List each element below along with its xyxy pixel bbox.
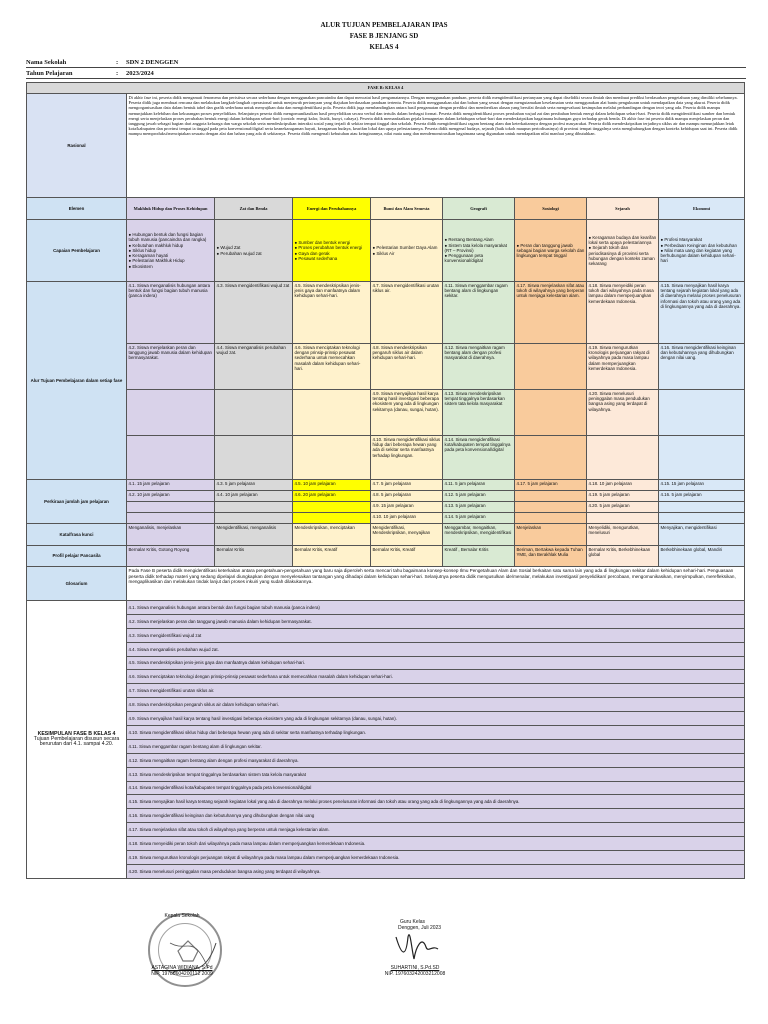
jam-cell: 4.10. 10 jam pelajaran (371, 513, 443, 524)
atp-cell: 4.3. Siswa mengidentifikasi wujud zat (215, 282, 293, 344)
kesimpulan-item: 4.14. Siswa mengidentifikasi kota/kabupaten tempat tinggalnya pada peta konvensional/digital (127, 781, 745, 795)
atp-cell: 4.14. Siswa mengidentifikasi kota/kabupaten tempat tinggalnya pada peta konvensional/digital (443, 436, 515, 480)
capaian-cell-5: ● Rentang Bentang Alam ● Sistem tata kelola masyarakat (RT – Provinsi) ● Penggunaan peta konvensional/digital (443, 220, 515, 282)
jam-cell (587, 513, 659, 524)
signature-block (0, 913, 768, 1020)
kesimpulan-row (27, 795, 745, 809)
jam-cell (515, 491, 587, 502)
kesimpulan-item: 4.17. Siswa menjelaskan sifat atau tokoh di wilayahnya yang berperan untuk menjaga kelestarian alam. (127, 823, 745, 837)
right-signature-icon (392, 927, 442, 963)
elemen-row (27, 198, 745, 220)
kesimpulan-item: 4.3. Siswa mengidentifikasi wujud zat (127, 628, 745, 642)
capaian-cell-6: ● Peran dan tanggung jawab sebagai bagian warga sekolah dan lingkungan tempat tinggal (515, 220, 587, 282)
atp-table (26, 82, 745, 879)
profil-cell: Bernalar Kritis, Kreatif (371, 546, 443, 567)
profil-cell: Berkebhinekaan global, Mandiri (659, 546, 745, 567)
jam-cell: 4.11. 5 jam pelajaran (443, 480, 515, 491)
kata-cell: Menggambar, mengaitkan, mendeskripsikan, mengidentifikasi (443, 524, 515, 546)
elemen-col-8: Ekonomi (659, 198, 745, 220)
jam-cell: 4.13. 5 jam pelajaran (443, 502, 515, 513)
kata-cell: Mengidentifikasi, Mendeskripsikan, menyajikan (371, 524, 443, 546)
atp-cell: 4.15. Siswa menyajikan hasil karya tentang sejarah kegiatan lokal yang ada di daerahnya melalui proses penelusuran informasi dan tokoh atau orang yang ada di lingkungannya yang ada di daerahnya. (659, 282, 745, 344)
jam-cell (515, 513, 587, 524)
atp-cell: 4.5. Siswa mendeskripsikan jenis-jenis gaya dan manfaatnya dalam kehidupan sehari-hari. (293, 282, 371, 344)
kesimpulan-row (27, 739, 745, 753)
atp-row-4 (27, 436, 745, 480)
jam-cell: 4.14. 5 jam pelajaran (443, 513, 515, 524)
kata-cell: Menganalisis, menjelaskan (127, 524, 215, 546)
elemen-label: Elemen (27, 198, 127, 220)
atp-cell: 4.7. Siswa mengidentifikasi urutan siklus air. (371, 282, 443, 344)
kesimpulan-row (27, 864, 745, 878)
jam-cell (215, 502, 293, 513)
jam-cell: 4.19. 5 jam pelajaran (587, 491, 659, 502)
profil-row (27, 546, 745, 567)
profil-cell: Bernalar Kritis, Berkebhinekaan global (587, 546, 659, 567)
capaian-label: Capaian Pembelajaran (27, 220, 127, 282)
jam-row-3 (27, 502, 745, 513)
elemen-col-3: Energi dan Perubahannya (293, 198, 371, 220)
left-signer-nip: NIP. 19780604200112 2009 (151, 971, 213, 977)
school-stamp (148, 913, 228, 993)
kesimpulan-item: 4.4. Siswa menganalisis perubahan wujud zat. (127, 642, 745, 656)
jam-cell: 4.7. 5 jam pelajaran (371, 480, 443, 491)
glosarium-text: Pada Fase B peserta didik mengidentifikasi keterkaitan antara pengetahuan-pengetahuan yang baru saja diperoleh serta mencari tahu bagaimana konsep-konsep Ilmu Pengetahuan Alam dan Sosial berkaitan satu sama lain yang ada di lingkungan sekitar dalam kehidupan sehari-hari. Penguasaan peserta didik terhadap materi yang sedang dipelajari diungkapkan dengan menyelesaikan tantangan yang dihadapi dalam kehidupan sehari-hari. Selanjutnya peserta didik mengusulkan ide/menalar, melakukan investigasi/ penyelidikan/ percobaan, mengomunikasikan, menyimpulkan, merefleksikan, mengaplikasikan dan melakukan tindak lanjut dari proses inkuiri yang sudah dilakukannya. (127, 567, 745, 601)
atp-cell (215, 436, 293, 480)
kesimpulan-row (27, 837, 745, 851)
kesimpulan-item: 4.18. Siswa menyeidiki peran tokoh dari wilayahnya pada masa lampau dalam memperjuangkan kemerdekaan Indonesia. (127, 837, 745, 851)
jam-cell: 4.18. 10 jam pelajaran (587, 480, 659, 491)
jam-cell (293, 513, 371, 524)
kesimpulan-row (27, 726, 745, 740)
document-title: ALUR TUJUAN PEMBELAJARAN IPAS (320, 21, 448, 29)
kesimpulan-item: 4.1. Siswa menganalisis hubungan antara bentuk dan fungsi bagian tubuh manusia (panca indera) (127, 601, 745, 615)
jam-cell: 4.20. 5 jam pelajaran (587, 502, 659, 513)
kata-cell: Mendeskripsikan, menciptakan (293, 524, 371, 546)
kesimpulan-row (27, 823, 745, 837)
rasional-label: Rasional (27, 94, 127, 198)
profil-cell: Beriman, Bertakwa kepada Tuhan YME, dan Berakhlak Mulia (515, 546, 587, 567)
profil-cell: Bernalar Kritis, Kreatif (293, 546, 371, 567)
atp-row-2 (27, 344, 745, 390)
left-signer-name: ASTAGINA WIDIANA, S.Pd (151, 965, 213, 971)
capaian-cell-4: ● Pelestarian Sumber Daya Alam ● Siklus Air (371, 220, 443, 282)
atp-cell: 4.2. Siswa menjelaskan peran dan tanggung jawab manusia dalam kehidupan bermasyarakat. (127, 344, 215, 390)
school-year-colon: : (116, 69, 119, 77)
glosarium-row (27, 567, 745, 601)
kata-cell: Menyajikan, mengidentifikasi (659, 524, 745, 546)
jam-cell (127, 513, 215, 524)
jam-label: Perkiraan jumlah jam pelajaran (27, 480, 127, 524)
atp-cell: 4.13. Siswa mendeskripsikan tempat tinggalnya berdasarkan sistem tata kelola masyarakat (443, 390, 515, 436)
kesimpulan-item: 4.9. Siswa menyajikan hasil karya tentang hasil investigasi beberapa ekosistem yang ada di lingkungan sekitarnya (danau, sungai, hutan). (127, 712, 745, 726)
document-header (0, 20, 768, 53)
atp-cell (293, 436, 371, 480)
kesimpulan-row (27, 698, 745, 712)
atp-row-1 (27, 282, 745, 344)
kesimpulan-row (27, 614, 745, 628)
kesimpulan-title: KESIMPULAN FASE B KELAS 4 (37, 730, 116, 737)
atp-cell (515, 390, 587, 436)
jam-cell (515, 502, 587, 513)
school-year-label: Tahun Pelajaran (26, 69, 73, 77)
jam-row-1 (27, 480, 745, 491)
right-signer-title: Guru Kelas (400, 919, 426, 925)
kesimpulan-row (27, 684, 745, 698)
phase-header-row (27, 83, 745, 94)
phase-header: FASE B: KELAS 4 (27, 83, 745, 94)
jam-cell: 4.1. 15 jam pelajaran (127, 480, 215, 491)
jam-cell: 4.2. 10 jam pelajaran (127, 491, 215, 502)
capaian-cell-2: ● Wujud Zat ● Perubahan wujud zat (215, 220, 293, 282)
jam-cell (127, 502, 215, 513)
profil-cell: Kreatif , Bernalar Kritis (443, 546, 515, 567)
kesimpulan-row (27, 670, 745, 684)
jam-cell: 4.9. 15 jam pelajaran (371, 502, 443, 513)
rasional-text: Di akhir fase ini, peserta didik mengamati fenomena dan peristiwa secara sederhana dengan menggunakan pancaindra dan dapat mencatat hasil pengamatannya. Dengan menggunakan panduan, peserta didik mengidentifikasi pertanyaan yang dapat diselidiki secara ilmiah dan membuat prediksi berdasarkan pengetahuan yang dimiliki sebelumnya. Peserta didik juga membuat rencana dan melakukan langkah-langkah operasional untuk menjawab pertanyaan yang diajukan berdasarkan panduan tertentu. Peserta didik menggunakan alat dan bahan yang sesuai dengan mengutamakan keselamatan serta menggunakan alat bantu pengukuran untuk mendapatkan data yang akurat. Peserta didik mengorganisasikan data dalam bentuk tabel dan grafik sederhana untuk menyajikan data dan mengidentifikasi pola. Peserta didik juga membandingkan antara hasil pengamatan dengan prediksi dan memberikan alasan yang bersifat ilmiah serta mengevaluasi kesimpulan melalui perbandingan dengan teori yang ada. Peserta didik mampu menunjukkan kelebihan dan kekurangan proses penyelidikan. Selanjutnya peserta didik mengomunikasikan hasil penyelidikan secara verbal dan tertulis dalam berbagai format. Peserta didik mengidentifikasi proses perubahan wujud zat dan perubahan bentuk energi dalam kehidupan sehari-hari. Peserta didik mengidentifikasi sumber dan bentuk energi serta menjelaskan proses perubahan bentuk energi dalam kehidupan sehari-hari (contoh: energi kalor, listrik, bunyi, cahaya). Peserta didik memanfaatkan gejala kemagnetan dalam kehidupan sehari-hari dan mendeskripsikan bagaimana hubungan gaya terhadap gerak benda. Di akhir fase ini peserta didik mampu menjelaskan peran dan tanggung jawab sebagai bagian dari anggota keluarga dan warga sekolah serta mendeskripsikan interaksi sosial yang terjadi di sekitar tempat tinggal dan sekolah. Peserta didik mengidentifikasi ragam bentang alam dan keterkaitannya dengan profesi masyarakat. Peserta didik mendeskripsikan terjadinya siklus air dan mampu menunjukkan letak kota/kabupaten dan provinsi tempat ia tinggal pada peta konvensional/digital serta keanekaragaman hayati, keragaman budaya, kearifan lokal dan upaya pelestariannya. Peserta didik mengenal budaya, sejarah (baik tokoh maupun periodisasinya) di provinsi tempat tinggalnya serta menghubungkan dengan konteks kehidupan saat ini. Peserta didik mampu memproduksi/menciptakan sesuatu dengan alat dan bahan yang ada di sekitarnya. Peserta didik mengenali kebutuhan atau keinginannya, nilai mata uang dan mendemonstrasikan bagaimana uang digunakan untuk mendapatkan nilai manfaat yang dibutuhkan. (127, 94, 745, 198)
elemen-col-1: Makhluk Hidup dan Proses Kehidupan (127, 198, 215, 220)
jam-cell: 4.5. 10 jam pelajaran (293, 480, 371, 491)
kesimpulan-subtitle: Tujuan Pembelajaran disusun secara berurutan dari 4.1. sampai 4.20. (33, 735, 120, 747)
atp-cell (587, 436, 659, 480)
kata-cell: Mengidentifikasi, menganalisis (215, 524, 293, 546)
kesimpulan-label (27, 601, 127, 879)
kesimpulan-item: 4.11. Siswa menggambar ragam bentang alam di lingkungan sekitar. (127, 739, 745, 753)
kesimpulan-row (27, 753, 745, 767)
atp-cell (659, 390, 745, 436)
kesimpulan-item: 4.10. Siswa mengidentifikasi siklus hidup dari beberapa hewan yang ada di sekitar serta manfaatnya terhadap lingkungan. (127, 726, 745, 740)
kata-cell: Menjelaskan (515, 524, 587, 546)
atp-cell: 4.11. Siswa menggambar ragam bentang alam di lingkungan sekitar. (443, 282, 515, 344)
kesimpulan-item: 4.16. Siswa mengidentifikasi keinginan dan kebutuhannya yang dihubungkan dengan nilai uang (127, 809, 745, 823)
atp-cell: 4.4. Siswa menganalisis perubahan wujud zat. (215, 344, 293, 390)
jam-cell: 4.16. 5 jam pelajaran (659, 491, 745, 502)
kesimpulan-item: 4.12. Siswa mengaitkan ragam bentang alam dengan profesi masyarakat di daerahnya. (127, 753, 745, 767)
jam-cell (293, 502, 371, 513)
right-signer-nip: NIP. 197603242003212008 (384, 971, 446, 977)
atp-cell: 4.12. Siswa mengaitkan ragam bentang alam dengan profesi masyarakat di daerahnya. (443, 344, 515, 390)
kesimpulan-row (27, 656, 745, 670)
jam-cell (659, 513, 745, 524)
left-signer-title: Kepala Sekolah (164, 913, 200, 919)
kesimpulan-row (27, 712, 745, 726)
kata-cell: Menyelidiki, mengurutkan, menelusuri (587, 524, 659, 546)
jam-row-2 (27, 491, 745, 502)
atp-cell (515, 436, 587, 480)
kesimpulan-item: 4.6. Siswa menciptakan teknologi dengan prinsip-prinsip pesawat sederhana untuk memecahkan masalah dalam kehidupan sehari-hari. (127, 670, 745, 684)
kesimpulan-item: 4.15. Siswa menyajikan hasil karya tentang sejarah kegiatan lokal yang ada di daerahnya melalui proses penelusuran informasi dan tokoh atau orang yang ada di lingkungannya yang ada di daerahnya. (127, 795, 745, 809)
capaian-row (27, 220, 745, 282)
jam-cell: 4.8. 5 jam pelajaran (371, 491, 443, 502)
kesimpulan-item: 4.19. Siswa mengurutkan kronologis perjuangan rakyat di wilayahnya pada masa lampau dalam memperjuangkan kemerdekaan Indonesia. (127, 851, 745, 865)
atp-cell: 4.19. Siswa mengurutkan kronologis perjuangan rakyat di wilayahnya pada masa lampau dalam memperjuangkan kemerdekaan Indonesia. (587, 344, 659, 390)
profil-label: Profil pelajar Pancasila (27, 546, 127, 567)
kata-row (27, 524, 745, 546)
kesimpulan-item: 4.20. Siswa menelusuri peninggalan masa pendudukan bangsa asing yang terdapat di wilayahnya. (127, 864, 745, 878)
atp-cell (127, 436, 215, 480)
atp-cell: 4.18. Siswa menyeidiki peran tokoh dari wilayahnya pada masa lampau dalam memperjuangkan kemerdekaan Indonesia. (587, 282, 659, 344)
elemen-col-5: Geografi (443, 198, 515, 220)
atp-label: Alur Tujuan Pembelajaran dalam setiap fase (27, 282, 127, 480)
capaian-cell-3: ● Sumber dan bentuk energi ● Proses perubahan bentuk energi ● Gaya dan gerak ● Pesawat sederhana (293, 220, 371, 282)
school-meta (26, 57, 746, 79)
atp-cell: 4.16. Siswa mengidentifikasi keinginan dan kebutuhannya yang dihubungkan dengan nilai uang. (659, 344, 745, 390)
atp-cell (215, 390, 293, 436)
document-class: KELAS 4 (369, 43, 399, 51)
school-name-value: SDN 2 DENGGEN (126, 58, 179, 66)
kesimpulan-item: 4.8. Siswa mendeskripsikan pengaruh siklus air dalam kehidupan sehari-hari. (127, 698, 745, 712)
elemen-col-4: Bumi dan Alam Semesta (371, 198, 443, 220)
jam-cell (659, 502, 745, 513)
profil-cell: Bernalar Kritis (215, 546, 293, 567)
school-name-row (26, 57, 746, 68)
atp-row-3 (27, 390, 745, 436)
atp-cell (127, 390, 215, 436)
document-subtitle: FASE B JENJANG SD (349, 32, 419, 40)
atp-cell: 4.1. Siswa menganalisis hubungan antara bentuk dan fungsi bagian tubuh manusia (panca indera) (127, 282, 215, 344)
stamp-emblem-icon (148, 913, 228, 993)
capaian-cell-1: ● Hubungan bentuk dan fungsi bagian tubuh manusia (pancaindra dan rangka) ● Kebutuhan makhluk hidup ● Siklus hidup ● Keragaman hayati ● Pelestarian Makhluk Hidup ● Ekosistem (127, 220, 215, 282)
kesimpulan-row (27, 767, 745, 781)
profil-cell: Bernalar Kritis, Gotong Royong (127, 546, 215, 567)
capaian-cell-7: ● Keragaman budaya dan kearifan lokal serta upaya pelestariannya ● Sejarah tokoh dan periodisasinya di provinsi serta hubungan dengan konteks zaman sekarang (587, 220, 659, 282)
kesimpulan-item: 4.2. Siswa menjelaskan peran dan tanggung jawab manusia dalam kehidupan bermasyarakat. (127, 614, 745, 628)
atp-cell: 4.6. Siswa menciptakan teknologi dengan prinsip-prinsip pesawat sederhana untuk memecahkan masalah dalam kehidupan sehari-hari. (293, 344, 371, 390)
kesimpulan-item: 4.5. Siswa mendeskripsikan jenis-jenis gaya dan manfaatnya dalam kehidupan sehari-hari. (127, 656, 745, 670)
atp-cell: 4.8. Siswa mendeskripsikan pengaruh siklus air dalam kehidupan sehari-hari. (371, 344, 443, 390)
jam-cell: 4.17. 5 jam pelajaran (515, 480, 587, 491)
kesimpulan-row (27, 809, 745, 823)
kesimpulan-row (27, 628, 745, 642)
kesimpulan-row (27, 642, 745, 656)
atp-cell: 4.10. Siswa mengidentifikasi siklus hidup dari beberapa hewan yang ada di sekitar serta manfaatnya terhadap lingkungan. (371, 436, 443, 480)
place-date: Denggen, Juli 2023 (398, 925, 442, 931)
elemen-col-7: Sejarah (587, 198, 659, 220)
jam-cell: 4.6. 20 jam pelajaran (293, 491, 371, 502)
glosarium-label: Glosarium (27, 567, 127, 601)
capaian-cell-8: ● Profesi Masyarakat ● Perbedaan Keinginan dan kebutuhan ● Nilai mata uang dan kegiatan yang berhubungan dalam kehidupan sehari-hari (659, 220, 745, 282)
atp-cell: 4.20. Siswa menelusuri peninggalan masa pendudukan bangsa asing yang terdapat di wilayahnya. (587, 390, 659, 436)
kesimpulan-row (27, 601, 745, 615)
jam-cell: 4.4. 10 jam pelajaran (215, 491, 293, 502)
kesimpulan-row (27, 781, 745, 795)
kesimpulan-row (27, 851, 745, 865)
atp-cell: 4.9. Siswa menyajikan hasil karya tentang hasil investigasi beberapa ekosistem yang ada di lingkungan sekitarnya (danau, sungai, hutan). (371, 390, 443, 436)
jam-cell (215, 513, 293, 524)
jam-cell: 4.15. 15 jam pelajaran (659, 480, 745, 491)
kata-label: Kata/frasa kunci (27, 524, 127, 546)
atp-cell (293, 390, 371, 436)
elemen-col-6: Sosiologi (515, 198, 587, 220)
school-year-row (26, 68, 746, 79)
school-year-value: 2023/2024 (126, 69, 154, 77)
kesimpulan-item: 4.13. Siswa mendeskripsikan tempat tinggalnya berdasarkan sistem tata kelola masyarakat (127, 767, 745, 781)
atp-cell (659, 436, 745, 480)
elemen-col-2: Zat dan Benda (215, 198, 293, 220)
school-name-colon: : (116, 58, 119, 66)
school-name-label: Nama Sekolah (26, 58, 67, 66)
atp-cell: 4.17. Siswa menjelaskan sifat atau tokoh di wilayahnya yang berperan untuk menjaga kelestarian alam. (515, 282, 587, 344)
atp-cell (515, 344, 587, 390)
jam-row-4 (27, 513, 745, 524)
jam-cell: 4.3. 5 jam pelajaran (215, 480, 293, 491)
jam-cell: 4.12. 5 jam pelajaran (443, 491, 515, 502)
right-signer-name: SUHARTINI, S.Pd.SD (390, 965, 440, 971)
kesimpulan-item: 4.7. Siswa mengidentifikasi urutan siklus air. (127, 684, 745, 698)
rasional-row (27, 94, 745, 198)
